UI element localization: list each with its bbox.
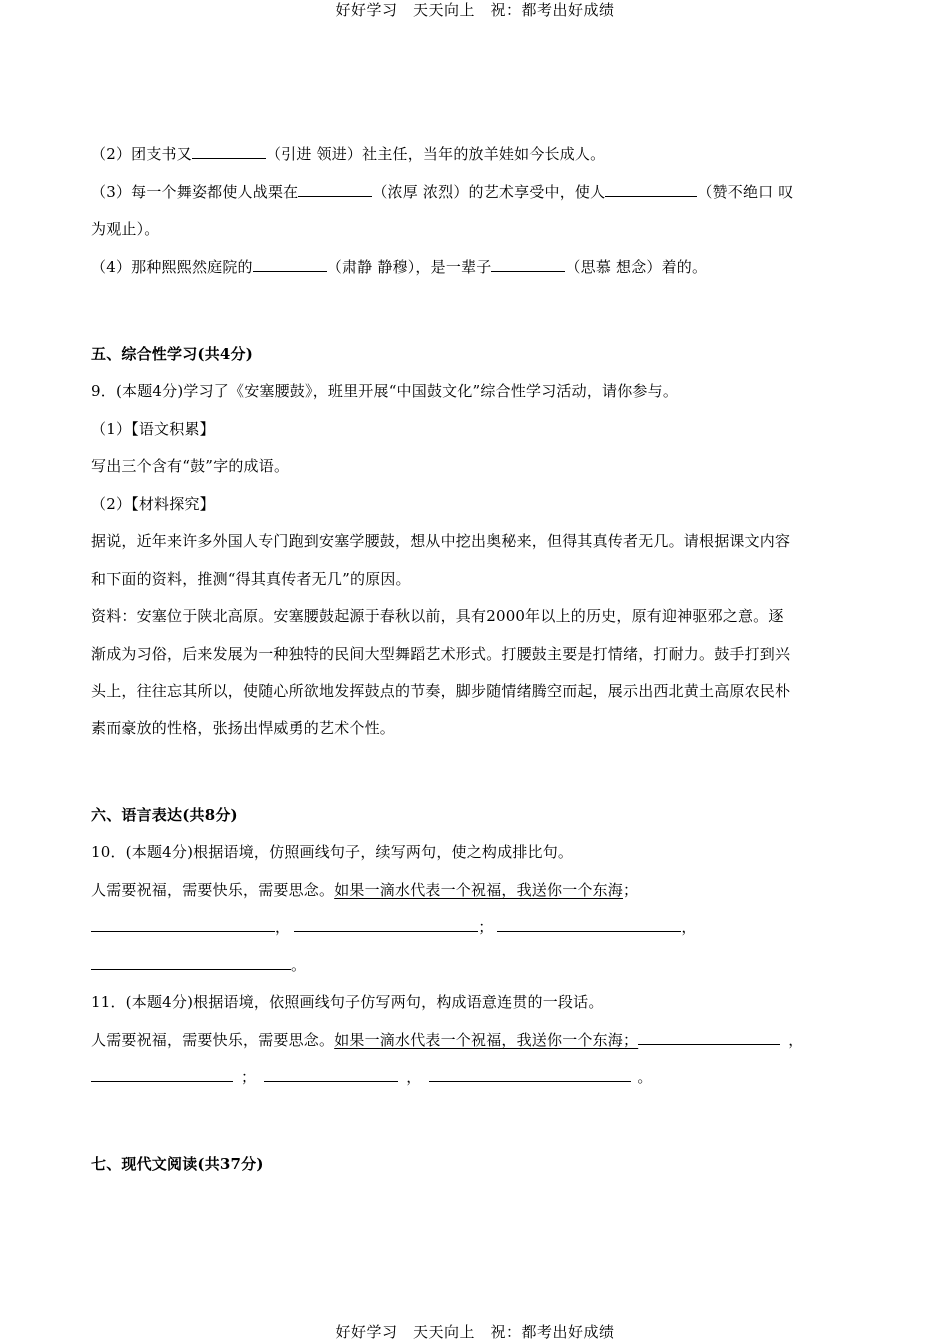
- question-9: 9．(本题4分)学习了《安塞腰鼓》，班里开展“中国鼓文化”综合性学习活动，请你参与。: [91, 382, 679, 400]
- q8-item-3-cont: 为观止）。: [91, 220, 160, 238]
- q8-item-3: （3）每一个舞姿都使人战栗在 （浓厚 浓烈）的艺术享受中，使人 （赞不绝口 叹: [91, 180, 794, 204]
- question-11: 11．(本题4分)根据语境，依照画线句子仿写两句，构成语意连贯的一段话。: [91, 993, 604, 1011]
- material-paragraph: 渐成为习俗，后来发展为一种独特的民间大型舞蹈艺术形式。打腰鼓主要是打情绪，打耐力。鼓手打到兴: [91, 645, 791, 663]
- q10-answer-line: ， ； ，: [91, 915, 697, 939]
- answer-blank[interactable]: [253, 255, 327, 272]
- answer-blank[interactable]: [491, 255, 565, 272]
- answer-blank[interactable]: [298, 180, 372, 197]
- q10-answer-line: 。: [91, 953, 306, 977]
- q9-part-2-label: （2）【材料探究】: [91, 495, 215, 513]
- q8-item-2: （2）团支书又 （引进 领进）社主任，当年的放羊娃如今长成人。: [91, 142, 605, 166]
- section-5-title: 五、综合性学习(共4分): [91, 345, 254, 363]
- q9-part-2-text: 和下面的资料，推测“得其真传者无几”的原因。: [91, 570, 411, 588]
- q10-context: 人需要祝福，需要快乐，需要思念。如果一滴水代表一个祝福，我送你一个东海；: [91, 881, 639, 899]
- q11-answer-line: ； ， 。: [91, 1065, 653, 1089]
- material-paragraph: 资料：安塞位于陕北高原。安塞腰鼓起源于春秋以前，具有2000年以上的历史，原有迎神驱邪之意。逐: [91, 607, 784, 625]
- section-6-title: 六、语言表达(共8分): [91, 806, 238, 824]
- answer-blank[interactable]: [638, 1028, 780, 1045]
- underlined-sentence: 如果一滴水代表一个祝福，我送你一个东海；: [334, 1031, 639, 1049]
- answer-blank[interactable]: [294, 915, 478, 932]
- q9-part-1-label: （1）【语文积累】: [91, 420, 215, 438]
- answer-blank[interactable]: [91, 1065, 233, 1082]
- answer-blank[interactable]: [91, 953, 291, 970]
- q9-part-1-text: 写出三个含有“鼓”字的成语。: [91, 457, 290, 475]
- answer-blank[interactable]: [429, 1065, 631, 1082]
- answer-blank[interactable]: [497, 915, 681, 932]
- section-7-title: 七、现代文阅读(共37分): [91, 1155, 264, 1173]
- answer-blank[interactable]: [91, 915, 275, 932]
- q11-context: 人需要祝福，需要快乐，需要思念。如果一滴水代表一个祝福，我送你一个东海； ，: [91, 1028, 803, 1052]
- q9-part-2-text: 据说，近年来许多外国人专门跑到安塞学腰鼓，想从中挖出奥秘来，但得其真传者无几。请根据课文内容: [91, 532, 791, 550]
- underlined-sentence: 如果一滴水代表一个祝福，我送你一个东海: [334, 881, 624, 899]
- q8-item-4: （4）那种熙熙然庭院的 （肃静 静穆），是一辈子 （思慕 想念）着的。: [91, 255, 707, 279]
- material-paragraph: 头上，往往忘其所以，使随心所欲地发挥鼓点的节奏，脚步随情绪腾空而起，展示出西北黄土高原农民朴: [91, 682, 791, 700]
- page-footer: 好好学习 天天向上 祝：都考出好成绩: [335, 1323, 615, 1341]
- answer-blank[interactable]: [192, 142, 266, 159]
- answer-blank[interactable]: [264, 1065, 398, 1082]
- answer-blank[interactable]: [605, 180, 697, 197]
- page-header: 好好学习 天天向上 祝：都考出好成绩: [335, 1, 615, 19]
- material-paragraph: 素而豪放的性格，张扬出悍威勇的艺术个性。: [91, 719, 396, 737]
- question-10: 10．(本题4分)根据语境，仿照画线句子，续写两句，使之构成排比句。: [91, 843, 574, 861]
